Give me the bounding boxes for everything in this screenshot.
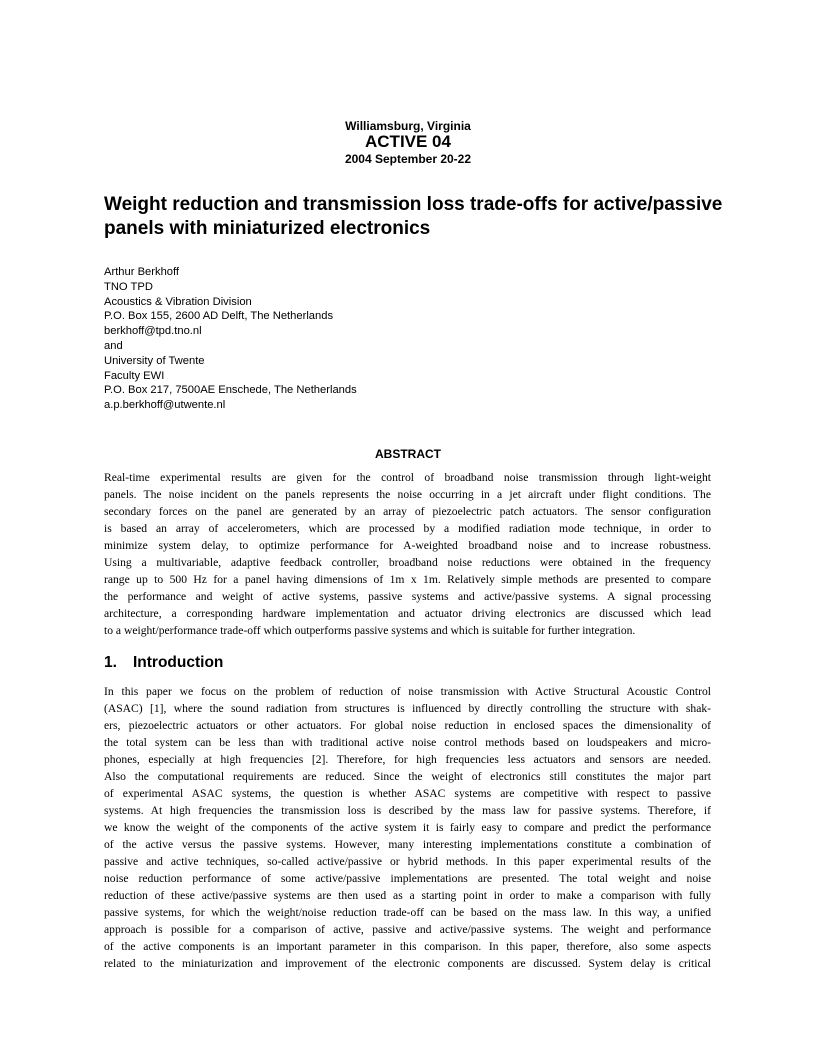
text-line: reduction of these active/passive systems are then used as a starting point in order to make a comparison with fully bbox=[104, 889, 711, 902]
text-line: passive systems, for which the weight/noise reduction trade-off can be based on the mass law. In this way, a unified bbox=[104, 906, 711, 919]
text-line: systems. At high frequencies the transmission loss is described by the mass law for passive systems. Therefore, if bbox=[104, 804, 711, 817]
section-title: Introduction bbox=[133, 654, 224, 671]
text-line: of the active versus the passive systems. However, many interesting implementations constitute a combination of bbox=[104, 838, 711, 851]
text-line: minimize system delay, to optimize performance for A-weighted broadband noise and to increase robustness. bbox=[104, 539, 711, 552]
text-line: phones, especially at high frequencies [2]. Therefore, for high frequencies less actuators and sensors are needed. bbox=[104, 753, 711, 766]
text-line: of experimental ASAC systems, the question is whether ASAC systems are competitive with respect to passive bbox=[104, 787, 711, 800]
text-line: the total system can be less than with traditional active noise control methods based on loudspeakers and micro- bbox=[104, 736, 711, 749]
conference-location: Williamsburg, Virginia bbox=[345, 119, 471, 133]
author-affiliation-block bbox=[104, 265, 357, 413]
conference-date: 2004 September 20-22 bbox=[344, 152, 472, 166]
author-name: Arthur Berkhoff bbox=[104, 266, 180, 278]
affiliation-line: Faculty EWI bbox=[104, 369, 165, 382]
abstract-heading: ABSTRACT bbox=[375, 447, 441, 461]
email-address: a.p.berkhoff@utwente.nl bbox=[104, 399, 226, 412]
email-address: berkhoff@tpd.tno.nl bbox=[104, 325, 202, 338]
affiliation-line: Acoustics & Vibration Division bbox=[104, 295, 252, 308]
text-line: panels. The noise incident on the panels represents the noise occurring in a jet aircraft under flight conditions. The bbox=[104, 488, 711, 501]
text-line: related to the miniaturization and improvement of the electronic components are discussed. System delay is critical bbox=[104, 957, 711, 970]
address-line: P.O. Box 155, 2600 AD Delft, The Netherlands bbox=[104, 310, 334, 323]
text-line: range up to 500 Hz for a panel having dimensions of 1m x 1m. Relatively simple methods are presented to compare bbox=[104, 573, 711, 586]
section-number: 1. bbox=[104, 654, 117, 671]
address-line: P.O. Box 217, 7500AE Enschede, The Netherlands bbox=[104, 384, 357, 397]
text-line: we know the weight of the components of the active system it is fairly easy to compare and predict the performance bbox=[104, 821, 711, 834]
text-line: Also the computational requirements are reduced. Since the weight of electronics still constitutes the major part bbox=[104, 770, 711, 783]
affiliation-line: TNO TPD bbox=[104, 280, 153, 293]
introduction-paragraph bbox=[104, 683, 711, 972]
text-line: architecture, a corresponding hardware implementation and actuator driving electronics are discussed which lead bbox=[104, 607, 711, 620]
section-heading bbox=[104, 654, 223, 672]
affiliation-line: and bbox=[104, 339, 123, 352]
paper-title-line: Weight reduction and transmission loss trade-offs for active/passive bbox=[104, 194, 723, 215]
text-line: noise reduction performance of some active/passive implementations are presented. The total weight and noise bbox=[104, 872, 711, 885]
paper-title-line: panels with miniaturized electronics bbox=[104, 218, 431, 239]
text-line: approach is possible for a comparison of active, passive and active/passive systems. The weight and performance bbox=[104, 923, 711, 936]
text-line: the performance and weight of active systems, passive systems and active/passive systems. A signal processing bbox=[104, 590, 711, 603]
text-line: (ASAC) [1], where the sound radiation from structures is influenced by directly controlling the structure with shak- bbox=[104, 702, 711, 715]
text-line: of the active components is an important parameter in this comparison. In this paper, therefore, also some aspects bbox=[104, 940, 711, 953]
conference-name: ACTIVE 04 bbox=[365, 132, 451, 151]
paper-title bbox=[104, 193, 744, 241]
text-line: secondary forces on the panel are generated by an array of piezoelectric patch actuators. The sensor configuration bbox=[104, 505, 711, 518]
text-line: In this paper we focus on the problem of reduction of noise transmission with Active Structural Acoustic Control bbox=[104, 685, 711, 698]
abstract-paragraph bbox=[104, 469, 711, 639]
text-line: is based an array of accelerometers, which are processed by a modified radiation mode technique, in order to bbox=[104, 522, 711, 535]
text-line: Using a multivariable, adaptive feedback controller, broadband noise reductions were obtained in the frequency bbox=[104, 556, 711, 569]
text-line: ers, piezoelectric actuators or other actuators. For global noise reduction in enclosed spaces the dimensionality of bbox=[104, 719, 711, 732]
text-line: Real-time experimental results are given for the control of broadband noise transmission through light-weight bbox=[104, 471, 711, 484]
text-line: to a weight/performance trade-off which outperforms passive systems and which is suitable for further integration. bbox=[104, 624, 636, 637]
text-line: passive and active techniques, so-called active/passive or hybrid methods. In this paper experimental results of the bbox=[104, 855, 711, 868]
affiliation-line: University of Twente bbox=[104, 354, 205, 367]
